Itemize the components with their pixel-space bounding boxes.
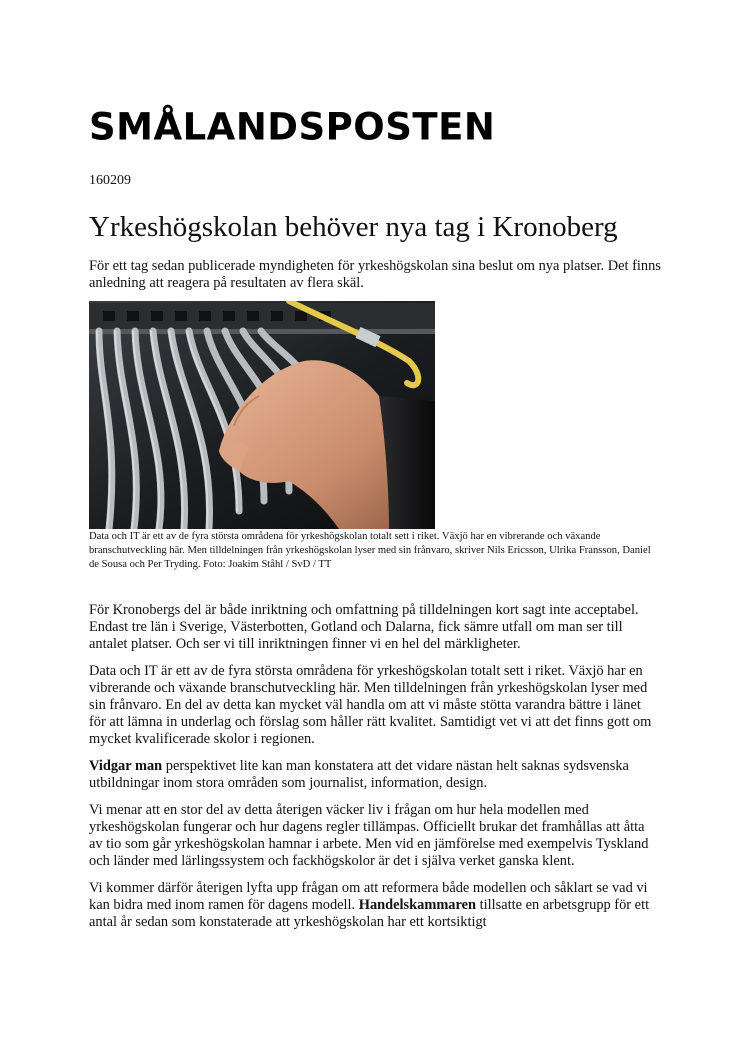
bold-lead-in: Vidgar man xyxy=(89,758,163,774)
paragraph-text: tillsatte en arbetsgrupp för ett antal år sedan som konstaterade att yrkeshögskolan har ett kortsiktigt xyxy=(89,897,650,930)
bold-organization-name: Handelskammaren xyxy=(358,897,477,913)
article-photo xyxy=(89,301,435,529)
body-paragraph: Data och IT är ett av de fyra största områdena för yrkeshögskolan totalt sett i riket. Växjö har en vibrerande och växande branschutveckling här. Men tilldelningen från yrkeshögskolan lyser med sin frånvaro. En del av detta kan mycket väl handla om att vi måste stötta varandra bättre i länet för att lämna in underlag och förslag som håller rätt kvalitet. Samtidigt vet vi att det finns gott om mycket kvalificerade skolor i regionen. xyxy=(89,663,652,747)
publication-date: 160209 xyxy=(89,173,131,188)
lead-paragraph: För ett tag sedan publicerade myndigheten för yrkeshögskolan sina beslut om nya platser. Det finns anledning att reagera på resultaten av flera skäl. xyxy=(89,258,661,291)
body-paragraph xyxy=(89,880,661,931)
photo-caption: Data och IT är ett av de fyra största områdena för yrkeshögskolan totalt sett i riket. Växjö har en vibrerande och växande branschutveckling här. Men tilldelningen från yrkeshögskolan lyser med sin frånvaro, skriver Nils Ericsson, Ulrika Fransson, Daniel de Sousa och Per Tryding. Foto: Joakim Ståhl / SvD / TT xyxy=(89,531,651,570)
headline: Yrkeshögskolan behöver nya tag i Kronoberg xyxy=(89,211,618,243)
paragraph-text: perspektivet lite kan man konstatera att det vidare nästan helt saknas sydsvenska utbildningar inom stora områden som journalist, information, design. xyxy=(89,758,629,791)
article-body xyxy=(89,602,661,941)
body-paragraph: Vi menar att en stor del av detta återigen väcker liv i frågan om hur hela modellen med yrkeshögskolan fungerar och hur dagens regler tillämpas. Officiellt brukar det framhållas att åtta av tio som går yrkeshögskolan hamnar i arbete. Men vid en jämförelse med exempelvis Tyskland och länder med lärlingssystem och fackhögskolor är det i själva verket ganska klent. xyxy=(89,802,649,869)
paragraph-text: Vi kommer därför återigen lyfta upp frågan om att reformera både modellen och såklart se vad vi kan bidra med inom ramen för dagens modell. xyxy=(89,880,648,913)
masthead-logo: SMÅLANDSPOSTEN xyxy=(89,104,496,149)
body-paragraph xyxy=(89,758,661,792)
body-paragraph: För Kronobergs del är både inriktning och omfattning på tilldelningen kort sagt inte acceptabel. Endast tre län i Sverige, Västerbotten, Gotland och Dalarna, fick sämre utfall om man ser till antalet platser. Och ser vi till inriktningen finner vi en hel del märkligheter. xyxy=(89,602,639,652)
network-cables-photo xyxy=(89,301,435,529)
